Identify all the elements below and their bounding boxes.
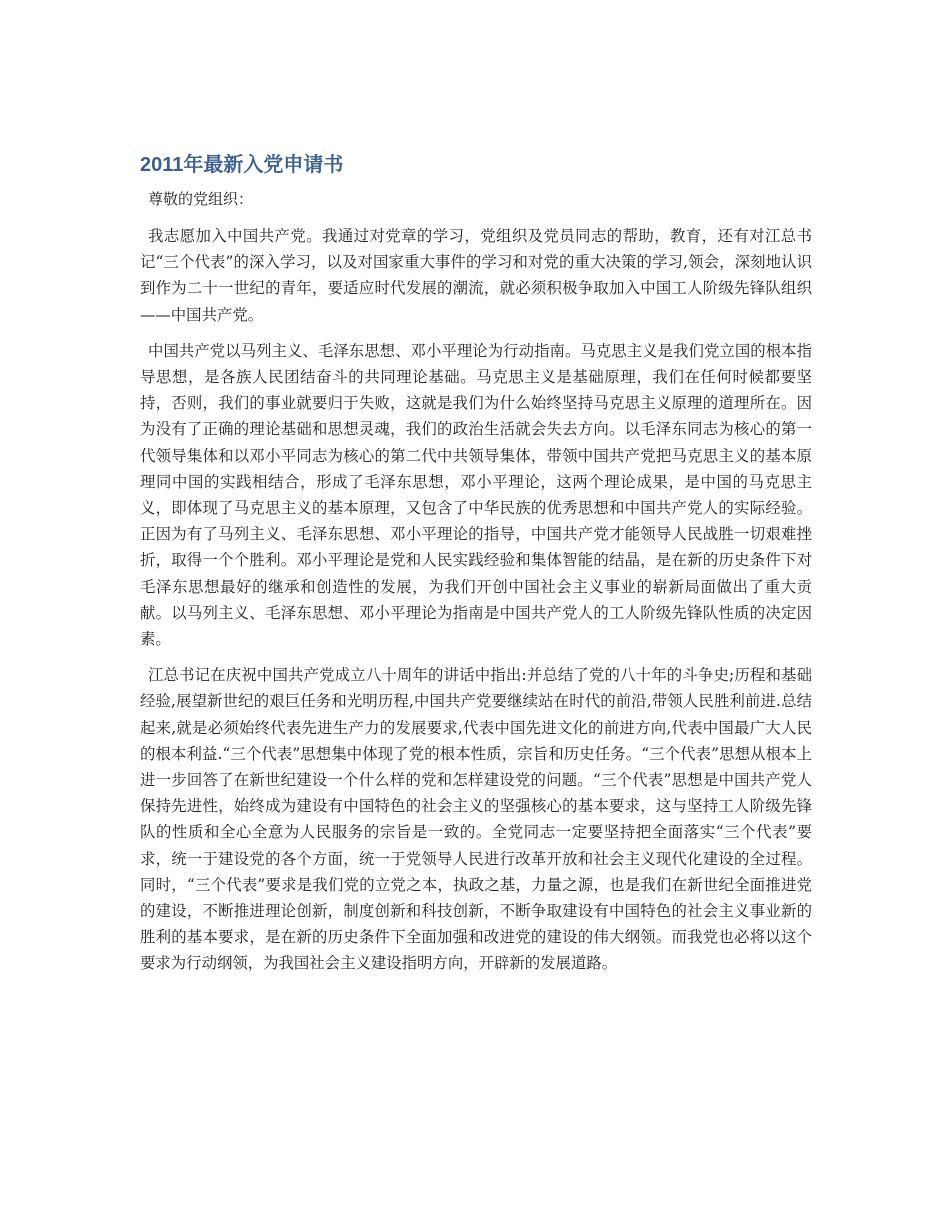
paragraph-3: 江总书记在庆祝中国共产党成立八十周年的讲话中指出:并总结了党的八十年的斗争史;历程和基础经验,展望新世纪的艰巨任务和光明历程,中国共产党要继续站在时代的前沿,带领人民胜利前进.总结起来,就是必须始终代表先进生产力的发展要求,代表中国先进文化的前进方向,代表中国最广大人民的根本利益.“三个代表”思想集中体现了党的根本性质，宗旨和历史任务。“三个代表”思想从根本上进一步回答了在新世纪建设一个什么样的党和怎样建设党的问题。“三个代表”思想是中国共产党人保持先进性，始终成为建设有中国特色的社会主义的坚强核心的基本要求，这与坚持工人阶级先锋队的性质和全心全意为人民服务的宗旨是一致的。全党同志一定要坚持把全面落实“三个代表”要求，统一于建设党的各个方面，统一于党领导人民进行改革开放和社会主义现代化建设的全过程。同时，“三个代表”要求是我们党的立党之本，执政之基，力量之源，也是我们在新世纪全面推进党的建设，不断推进理论创新，制度创新和科技创新，不断争取建设有中国特色的社会主义事业新的胜利的基本要求，是在新的历史条件下全面加强和改进党的建设的伟大纲领。而我党也必将以这个要求为行动纲领，为我国社会主义建设指明方向，开辟新的发展道路。 [140,666,812,973]
salutation: 尊敬的党组织： [148,190,254,208]
document-title: 2011年最新入党申请书 [140,154,344,176]
paragraph-2: 中国共产党以马列主义、毛泽东思想、邓小平理论为行动指南。马克思主义是我们党立国的根本指导思想，是各族人民团结奋斗的共同理论基础。马克思主义是基础原理，我们在任何时候都要坚持，否则，我们的事业就要归于失败，这就是我们为什么始终坚持马克思主义原理的道理所在。因为没有了正确的理论基础和思想灵魂，我们的政治生活就会失去方向。以毛泽东同志为核心的第一代领导集体和以邓小平同志为核心的第二代中共领导集体，带领中国共产党把马克思主义的基本原理同中国的实践相结合，形成了毛泽东思想，邓小平理论，这两个理论成果，是中国的马克思主义，即体现了马克思主义的基本原理，又包含了中华民族的优秀思想和中国共产党人的实际经验。正因为有了马列主义、毛泽东思想、邓小平理论的指导，中国共产党才能领导人民战胜一切艰难挫折，取得一个个胜利。邓小平理论是党和人民实践经验和集体智能的结晶，是在新的历史条件下对毛泽东思想最好的继承和创造性的发展，为我们开创中国社会主义事业的崭新局面做出了重大贡献。以马列主义、毛泽东思想、邓小平理论为指南是中国共产党人的工人阶级先锋队性质的决定因素。 [140,341,812,649]
paragraph-1: 我志愿加入中国共产党。我通过对党章的学习，党组织及党员同志的帮助，教育，还有对江总书记“三个代表”的深入学习，以及对国家重大事件的学习和对党的重大决策的学习,领会，深刻地认识到作为二十一世纪的青年，要适应时代发展的潮流，就必须积极争取加入中国工人阶级先锋队组织——中国共产党。 [140,227,812,324]
